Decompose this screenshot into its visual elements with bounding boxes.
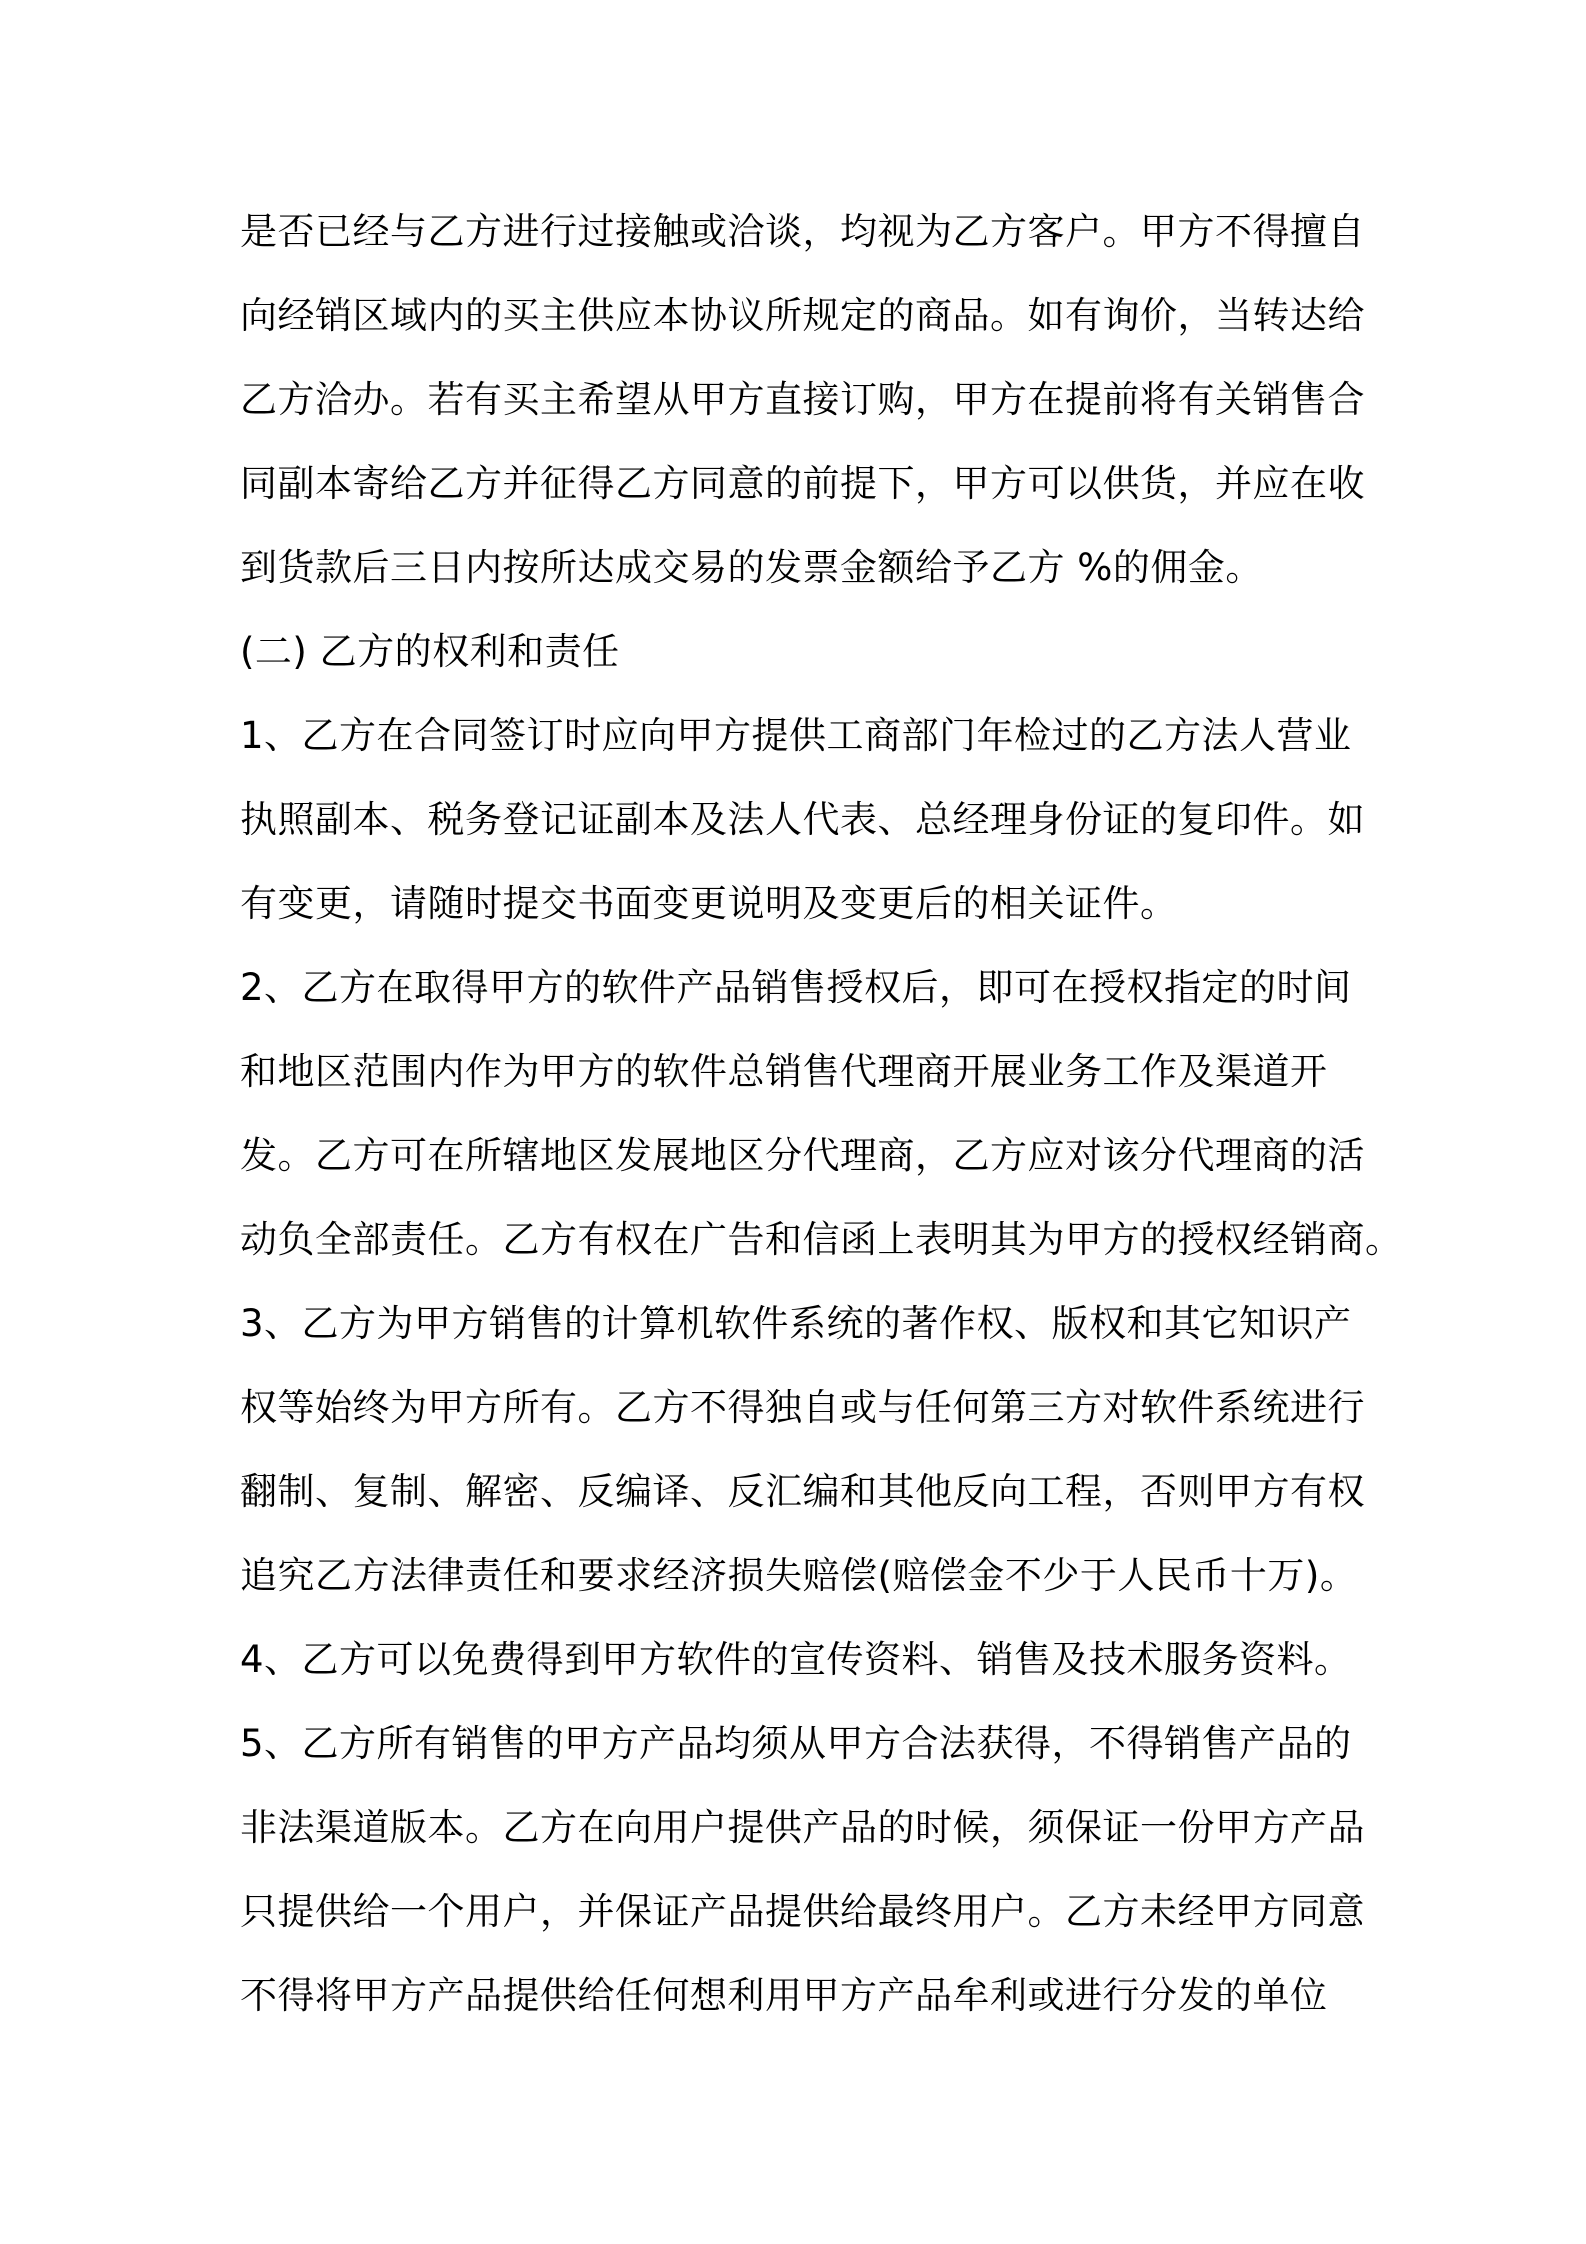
text-line: 翻制、复制、解密、反编译、反汇编和其他反向工程，否则甲方有权: [240, 1470, 1365, 1513]
text-line: 到货款后三日内按所达成交易的发票金额给予乙方 %的佣金。: [240, 546, 1263, 589]
text-line: 有变更，请随时提交书面变更说明及变更后的相关证件。: [240, 882, 1178, 925]
text-line: 追究乙方法律责任和要求经济损失赔偿(赔偿金不少于人民币十万)。: [240, 1554, 1358, 1597]
text-line: 非法渠道版本。乙方在向用户提供产品的时候，须保证一份甲方产品: [240, 1806, 1365, 1849]
text-line: 是否已经与乙方进行过接触或洽谈，均视为乙方客户。甲方不得擅自: [240, 210, 1365, 253]
text-line: 不得将甲方产品提供给任何想利用甲方产品牟利或进行分发的单位: [240, 1974, 1328, 2017]
text-line: 3、乙方为甲方销售的计算机软件系统的著作权、版权和其它知识产: [240, 1302, 1352, 1345]
text-line: 向经销区域内的买主供应本协议所规定的商品。如有询价，当转达给: [240, 294, 1365, 337]
text-line: 只提供给一个用户，并保证产品提供给最终用户。乙方未经甲方同意: [240, 1890, 1365, 1933]
section-heading: (二) 乙方的权利和责任: [240, 630, 620, 673]
text-line: 执照副本、税务登记证副本及法人代表、总经理身份证的复印件。如: [240, 798, 1365, 841]
text-line: 权等始终为甲方所有。乙方不得独自或与任何第三方对软件系统进行: [240, 1386, 1365, 1429]
text-line: 乙方洽办。若有买主希望从甲方直接订购，甲方在提前将有关销售合: [240, 378, 1365, 421]
text-line: 4、乙方可以免费得到甲方软件的宣传资料、销售及技术服务资料。: [240, 1638, 1352, 1681]
text-line: 1、乙方在合同签订时应向甲方提供工商部门年检过的乙方法人营业: [240, 714, 1352, 757]
text-line: 动负全部责任。乙方有权在广告和信函上表明其为甲方的授权经销商。: [240, 1218, 1403, 1261]
text-line: 和地区范围内作为甲方的软件总销售代理商开展业务工作及渠道开: [240, 1050, 1328, 1093]
text-line: 5、乙方所有销售的甲方产品均须从甲方合法获得，不得销售产品的: [240, 1722, 1352, 1765]
contract-text-block: [240, 190, 1403, 2038]
text-line: 发。乙方可在所辖地区发展地区分代理商，乙方应对该分代理商的活: [240, 1134, 1365, 1177]
text-line: 同副本寄给乙方并征得乙方同意的前提下，甲方可以供货，并应在收: [240, 462, 1365, 505]
text-line: 2、乙方在取得甲方的软件产品销售授权后，即可在授权指定的时间: [240, 966, 1352, 1009]
